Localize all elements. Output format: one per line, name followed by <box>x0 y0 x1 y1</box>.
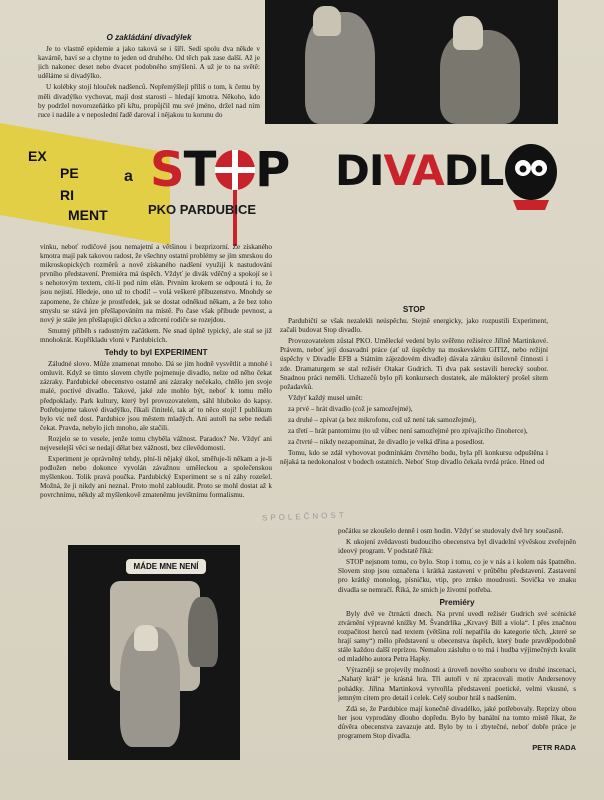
stop-heading: STOP <box>402 305 426 314</box>
right-paragraph: za druhé – zpívat (a bez mikrofonu, což už není tak samozřejmé), <box>288 416 477 425</box>
photo-actors-top <box>265 0 558 124</box>
actor-figure <box>453 16 483 50</box>
right-column <box>280 243 548 528</box>
stop-letter: T <box>183 142 216 198</box>
divadlo-title <box>335 146 503 195</box>
intro-heading: O zakládání divadýlek <box>106 33 192 42</box>
author-name: PETR RADA <box>532 743 576 753</box>
left-heading: Tehdy to byl EXPERIMENT <box>104 348 208 358</box>
stop-letter: S <box>150 142 184 198</box>
divadlo-letter: VA <box>383 146 444 195</box>
right-paragraph: Tomu, kdo se zdál vyhovovat podmínkám čtvrtého bodu, byla při konkursu odpuštěna i nějaká ta nedokonalost v bodech ostatních. Neboť Stop divadlo čekala tvrdá práce. Hned od <box>280 449 548 467</box>
photo-actors-bottom <box>68 545 240 760</box>
target-icon <box>210 146 264 246</box>
premiery-heading: Premiéry <box>439 597 475 607</box>
experiment-band <box>0 123 170 245</box>
actor-figure <box>188 597 218 667</box>
exp-word: EX <box>28 148 47 164</box>
connector-a: a <box>124 168 133 185</box>
divadlo-letter: DL <box>443 146 504 195</box>
exp-word: PE <box>60 165 79 181</box>
subtitle: PKO PARDUBICE <box>148 202 257 217</box>
right-paragraph: za prvé – hrát divadlo (což je samozřejmé), <box>288 404 413 413</box>
left-paragraph: Rozjelo se to vesele, jenže tomu chyběla vážnost. Paradox? Ne. Vždyť ani nejveselejší věci se nedají dělat bez vážnosti, bez cílevědomosti. <box>40 434 272 452</box>
divadlo-letter: DI <box>335 146 384 195</box>
actor-figure <box>313 6 341 36</box>
right-paragraph: Pardubičtí se však nezalekli neúspěchu. Stejně energicky, jako rozpustili Experiment, začali budovat Stop divadlo. <box>280 317 548 335</box>
bottom-paragraph: počátku se zkoušelo denně i osm hodin. Vždyť se studovaly dvě hry současně. <box>338 527 564 535</box>
bottom-paragraph: Zdá se, že Pardubice mají konečně divadélko, jaké potřebovaly. Reprízy obou her jsou vyprodány dlouho dopředu. Bylo by banální na tomto místě říkat, že důvěra obecenstva zavazuje atd. Bylo by to i zbytečné, neboť dobře práce je programem Stop divadla. <box>338 704 576 740</box>
intro-column <box>38 30 260 126</box>
bottom-paragraph: Výrazněji se projevily možnosti a úroveň nového souboru ve druhé inscenaci, „Nahatý král“ je krásná hra. Tři autoři v ní zpracovali motiv Andersenovy pohádky. Jiřina Martinková vytvořila představení poetické, velmi vkusné, s jemným citem pro detail i celek. Celý soubor hrál s nadšením. <box>338 666 576 702</box>
left-paragraph: Experiment je oprávněný tehdy, plní-li nějaký úkol, směřuje-li někam a je-li podložen nebo dokonce vyvolán závažnou uměleckou a společenskou myšlenkou. Tolik pravá poučka. Pardubický Experiment se s ní záhy rozešel. Možná, že ji nikdy ani neznal. Proto mohl zabloudit. Proto se mohl dostat až k povrchnímu, někdy až myšlenkově zmateněmu jevištnímu formalismu. <box>40 455 272 500</box>
exp-word: RI <box>60 187 74 203</box>
right-paragraph: za čtvrté – nikdy nezapomínat, že divadlo je velká dřina a posedlost. <box>288 438 485 447</box>
right-paragraph: Vždyť každý musel umět: <box>288 393 363 402</box>
stop-letter: P <box>255 142 290 198</box>
right-paragraph: za třetí – hrát pantomimu (to už vůbec není samozřejmé pro zpívajícího činoherce), <box>288 427 528 436</box>
left-paragraph: Smutný příběh s radostným začátkem. Ne snad úplně typický, ale stal se již mnohokrát. Kupříkladu vloni v Pardubicích. <box>40 326 272 344</box>
bottom-right-column <box>338 527 576 797</box>
library-stamp: SPOLEČNOST <box>261 510 347 523</box>
bottom-paragraph: Byly dvě ve čtrnácti dnech. Na první uvedl režisér Gudrich své scénické ztvárnění výpravné knížky M. Švandrlíka „Krvavý Bill a víola“. I přes značnou rozpačitost herců nad textem (většina rolí nepatřila do kategorie těch, „které se hrají samy“) mělo představení u obecenstva úspěch, který bude pravděpodobně stále každou další reprízou. Nemalou zásluhu o to má i hudba výjimečných kvalit od mladého autora Petra Hapky. <box>338 609 576 664</box>
bottom-paragraph: K ukojení zvědavosti budoucího obecenstva byl divadelní vývěskou zveřejněn ideový program. V podstatě říká: <box>338 538 576 556</box>
bottom-paragraph: STOP nejsnom tomu, co bylo. Stop i tomu, co je v nás a i kolem nás špatného. Slovem stop jsou označena i krátká zastavení v průběhu představení. Zastavení pro krátký monolog, písničku, vtip, pro zrnko moudrosti. Sovička ve znaku divadla se nemračí. Říká, že smích je životní potřeba. <box>338 558 576 594</box>
photo-sign: MÁDE MNE NENÍ <box>126 559 206 574</box>
right-paragraph: Provozovatelem zůstal PKO. Umělecké vedení bylo svěřeno režisérce Jiřině Martinkové. Právem, neboť její dosavadní práce (ať už úspěchy na moskevském GITIZ, nebo režijní úspěchy v Divadle EFB a Státním zájezdovém divadle) dávala záruku úsilovně činnosti i zde. Dramaturgem se stal režisér Otakar Gudrich. Ti dva pak sestavili herecký soubor. Snadnou práci neměli. Uchazečů bylo při konkursech dostatek, ale málokterý prošel sítem požadavků. <box>280 337 548 391</box>
left-paragraph: Záludné slovo. Může znamenat mnoho. Dá se jím hodně vysvětlit a mnohé i omluvit. Když se tímto slovem chytře pojmenuje divadlo, nelze od něho čekat zázraky. Pardubické obecenstvo ostatně ani zázraky nečekalo, chtělo jen svoje malé, poctivé divadlo. Takové, jaké zde mohlo být, neboť k tomu mělo předpoklady. Park kultury, který byl provozovatelem, sáhl hluboko do kapsy. Potřebujeme takové divadýlko, říkali činitelé, tak ať to něco stojí! I publikum bylo víc než dost. Pardubice jsou městem mladých. Ani autoři na sebe nedali čekat. Pravda, nebylo jich mnoho, ale stačili. <box>40 360 272 432</box>
left-paragraph: vinku, neboť rodičové jsou nemajetní a většinou i bezprizorní. Ze získaného kmotra mají pak takovou radost, že všechny ostatní problémy se jím smrskou do mikroskopických rozměrů a nově získaného nadšení využijí k nastudování prvního představení. Premiéra má úspěch. Vždyť je divák vděčný a spokojí se i s nehotovým textem, cítí-li pod ním elán. Prvním krokem se odpoutá i to, že jsou nejistí. Hledeje, ono už to chodí! – volá veškeré příbuzenstvo. Mnohdy se zapomene, že chůze je prostředek, jak se dostat odněkud někam, a že bez toho smyslu se stává jen přešlapováním na místě. Po čase však přibude pevnost, a nový je stále jen přešlapující děcko a zdrcení rodiče se rozejdou. <box>40 243 272 324</box>
intro-paragraph: Je to vlastně epidemie a jako taková se i šíří. Sedí spolu dva někde v kavárně, baví se a chytne to jeden od druhého. Od těch pak zase další. Až je jich nakonec deset nebo dvacet podobného smýšlení. A už je to na světě: uděláme si divadýlko. <box>38 45 260 81</box>
actor-figure <box>134 625 158 651</box>
exp-word: MENT <box>68 207 108 223</box>
intro-paragraph: U kolébky stojí hlouček nadšenců. Nepřemýšlejí příliš o tom, k čemu by měli divadýlko vychovat, mají dost starostí – hledají kmotra. Někoho, kdo by podržel novorozeňátko při křtu, propůjčil mu své jméno, držel nad ním ruce i nadále a v neposlední řadě daroval i nějakou tu korunu do <box>38 83 260 119</box>
left-column <box>40 243 272 523</box>
owl-icon <box>503 142 561 212</box>
